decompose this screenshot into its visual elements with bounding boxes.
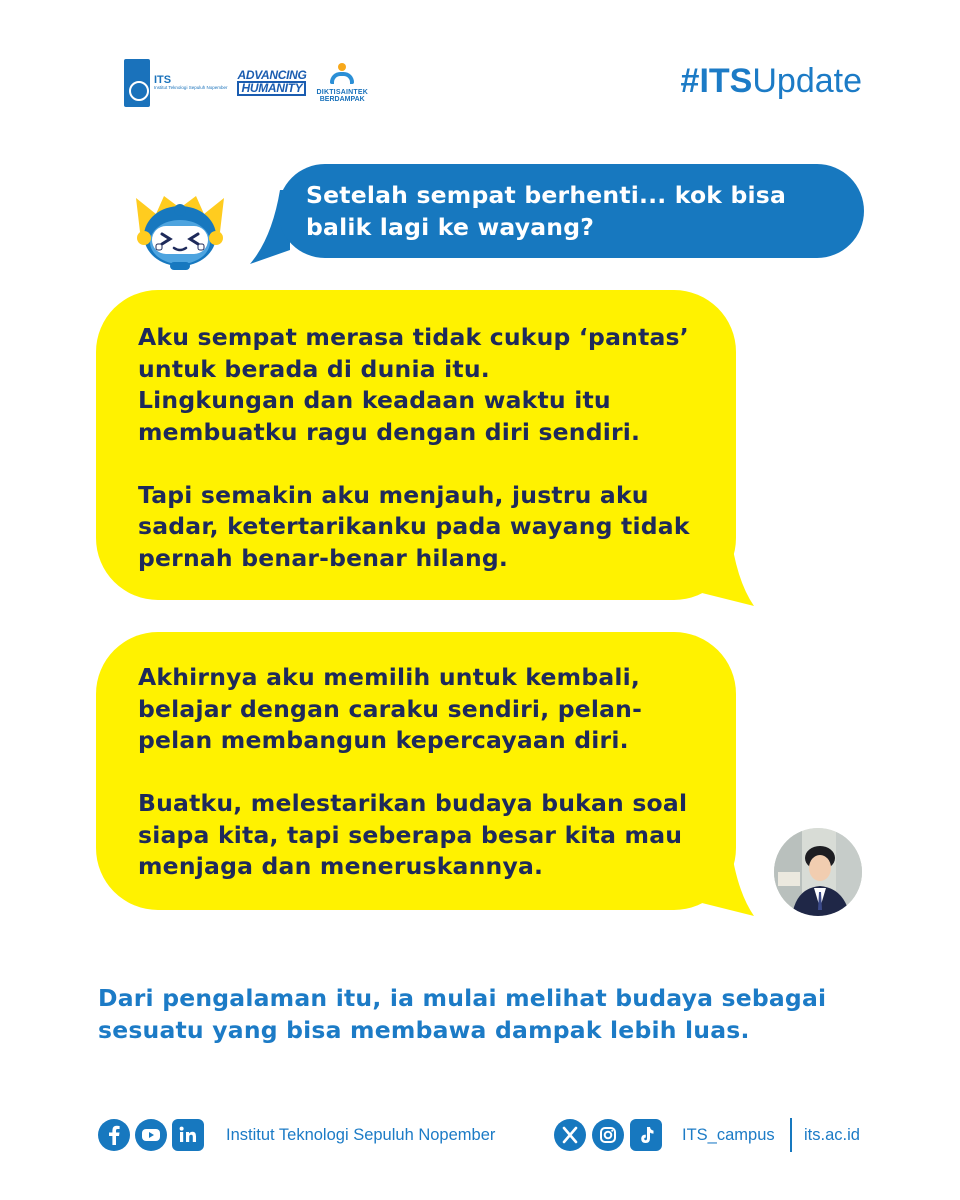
- footer-institution: Institut Teknologi Sepuluh Nopember: [226, 1126, 496, 1144]
- its-logo-name: ITS: [154, 73, 172, 86]
- answer-text-2: [138, 662, 698, 883]
- partner-logos: [124, 58, 368, 108]
- footer-divider: [790, 1118, 792, 1152]
- answer-1-line: untuk berada di dunia itu.: [138, 354, 490, 383]
- robot-mascot-icon: [134, 192, 226, 274]
- hashtag-its-update: [681, 62, 862, 101]
- advancing-logo-line2: HUMANITY: [237, 81, 306, 96]
- answer-2-paragraph-2: [138, 788, 698, 883]
- hashtag-regular: Update: [752, 62, 862, 100]
- answer-text-1: [138, 322, 698, 574]
- instagram-icon[interactable]: [592, 1119, 624, 1151]
- answer-1-line: pernah benar-benar hilang.: [138, 543, 509, 572]
- answer-1-line: Lingkungan dan keadaan waktu itu: [138, 386, 611, 414]
- question-line-2: balik lagi ke wayang?: [306, 213, 595, 241]
- answer-2-line: belajar dengan caraku sendiri, pelan-: [138, 694, 643, 723]
- diktisaintek-logo: [317, 63, 368, 103]
- answer-bubble-1-tail: [690, 530, 754, 608]
- advancing-humanity-logo: [237, 67, 307, 97]
- avatar: [774, 828, 862, 916]
- its-logo-subtitle: Institut Teknologi Sepuluh Nopember: [154, 85, 228, 91]
- footer-website-link[interactable]: its.ac.id: [804, 1126, 860, 1144]
- footer-handle[interactable]: ITS_campus: [682, 1126, 775, 1144]
- question-line-1: Setelah sempat berhenti... kok bisa: [306, 181, 787, 209]
- closing-line-2: sesuatu yang bisa membawa dampak lebih luas.: [98, 1016, 750, 1044]
- x-icon[interactable]: [554, 1119, 586, 1151]
- answer-1-paragraph-1: [138, 322, 698, 448]
- closing-text: [98, 982, 858, 1046]
- question-text: [306, 179, 826, 243]
- answer-2-line: siapa kita, tapi seberapa besar kita mau: [138, 820, 683, 849]
- linkedin-icon[interactable]: [172, 1119, 204, 1151]
- footer: [98, 1118, 862, 1152]
- answer-1-line: membuatku ragu dengan diri sendiri.: [138, 417, 641, 446]
- answer-1-line: Tapi semakin aku menjauh, justru aku: [138, 480, 649, 509]
- answer-1-line: sadar, ketertarikanku pada wayang tidak: [138, 512, 690, 540]
- answer-1-paragraph-2: [138, 480, 698, 575]
- diktisaintek-logo-line1: DIKTISAINTEK: [316, 89, 368, 96]
- diktisaintek-emblem-icon: [329, 63, 355, 89]
- closing-line-1: Dari pengalaman itu, ia mulai melihat budaya sebagai: [98, 984, 827, 1012]
- answer-2-line: Buatku, melestarikan budaya bukan soal: [138, 789, 688, 817]
- youtube-icon[interactable]: [135, 1119, 167, 1151]
- facebook-icon[interactable]: [98, 1119, 130, 1151]
- advancing-logo-line1: ADVANCING: [237, 67, 307, 82]
- answer-2-line: Akhirnya aku memilih untuk kembali,: [138, 663, 641, 691]
- diktisaintek-logo-line2: BERDAMPAK: [319, 96, 365, 103]
- tiktok-icon[interactable]: [630, 1119, 662, 1151]
- answer-bubble-2-tail: [690, 840, 754, 918]
- its-logo: [124, 59, 227, 107]
- hashtag-bold: #ITS: [680, 62, 753, 100]
- answer-1-line: Aku sempat merasa tidak cukup ‘pantas’: [138, 323, 689, 351]
- answer-2-line: pelan membangun kepercayaan diri.: [138, 726, 629, 754]
- answer-2-paragraph-1: [138, 662, 698, 757]
- answer-2-line: menjaga dan meneruskannya.: [138, 852, 544, 880]
- its-emblem-icon: [124, 59, 150, 107]
